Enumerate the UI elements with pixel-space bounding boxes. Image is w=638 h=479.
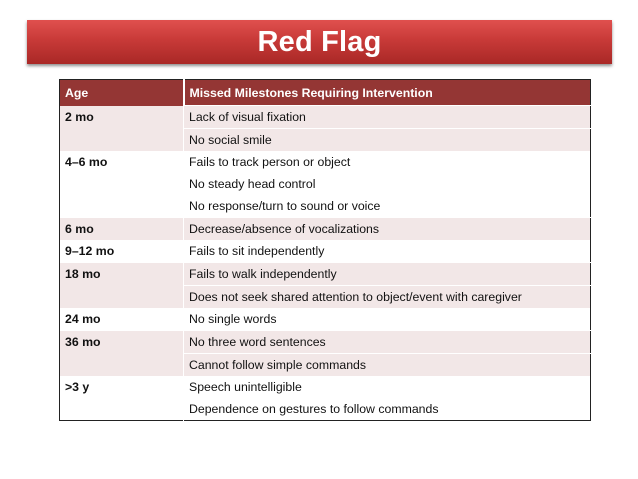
age-cell: 2 mo	[60, 106, 184, 152]
table-row	[60, 263, 591, 286]
milestone-cell: Fails to track person or object	[184, 151, 591, 173]
title-banner	[27, 20, 612, 64]
milestone-cell: Dependence on gestures to follow commands	[184, 398, 591, 421]
table-row	[60, 308, 591, 331]
milestone-cell: No social smile	[184, 129, 591, 152]
table-row	[60, 376, 591, 398]
milestone-cell: No three word sentences	[184, 331, 591, 354]
milestone-cell: No single words	[184, 308, 591, 331]
age-cell: 6 mo	[60, 218, 184, 241]
milestone-cell: Fails to walk independently	[184, 263, 591, 286]
milestone-cell: Decrease/absence of vocalizations	[184, 218, 591, 241]
age-cell: 24 mo	[65, 312, 101, 326]
table-row	[60, 218, 591, 241]
milestone-cell: Lack of visual fixation	[184, 106, 591, 129]
slide-title: Red Flag	[257, 25, 382, 58]
age-cell: 36 mo	[60, 331, 184, 377]
table-row	[60, 106, 591, 129]
milestone-cell: Fails to sit independently	[184, 240, 591, 263]
header-age: Age	[60, 80, 184, 106]
header-milestones: Missed Milestones Requiring Intervention	[184, 80, 591, 106]
age-cell: 4–6 mo	[65, 155, 108, 169]
milestone-cell: No steady head control	[184, 173, 591, 195]
milestone-cell: Speech unintelligible	[184, 376, 591, 398]
age-cell: 9–12 mo	[65, 244, 115, 258]
table-row	[60, 240, 591, 263]
age-cell: >3 y	[65, 380, 90, 394]
milestone-cell: Cannot follow simple commands	[184, 354, 591, 377]
milestone-cell: Does not seek shared attention to object/event with caregiver	[184, 286, 591, 309]
red-flag-table	[59, 79, 591, 421]
age-cell: 18 mo	[60, 263, 184, 309]
milestone-cell: No response/turn to sound or voice	[184, 195, 591, 218]
table-header-row	[60, 80, 591, 106]
table-row	[60, 331, 591, 354]
table-row	[60, 151, 591, 173]
